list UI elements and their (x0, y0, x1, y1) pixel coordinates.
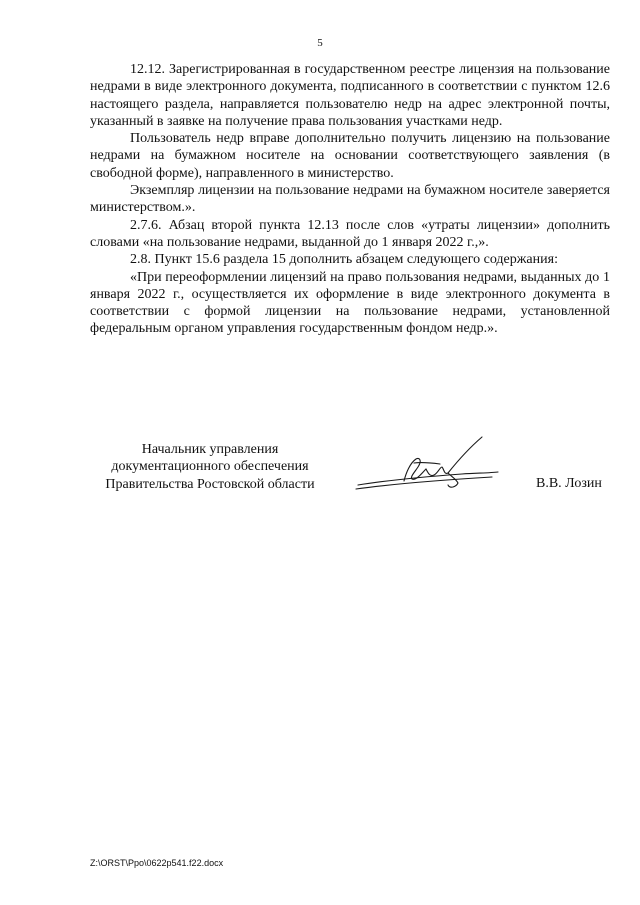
signatory-title-line: Правительства Ростовской области (105, 476, 315, 492)
signature-block (0, 441, 640, 511)
paragraph-license-copy: Экземпляр лицензии на пользование недрами на бумажном носителе заверяется министерством.». (90, 183, 610, 216)
signatory-title (90, 441, 330, 493)
signatory-title-line: Начальник управления (141, 442, 279, 457)
document-body (90, 61, 610, 338)
paragraph-2-8: 2.8. Пункт 15.6 раздела 15 дополнить абзацем следующего содержания: (130, 252, 558, 268)
paragraph-reissue: «При переоформлении лицензий на право пользования недрами, выданных до 1 января 2022 г., осуществляется их оформление в виде электронного документа в соответствии с формой лицензии на пользование недрами, установленной федеральным органом управления государственным фондом недр.». (90, 269, 610, 337)
paragraph-paper-license: Пользователь недр вправе дополнительно получить лицензию на пользование недрами на бумажном носителе на основании соответствующего заявления (в свободной форме), направленного в министерство. (90, 131, 610, 181)
file-path-footer: Z:\ORST\Ppo\0622p541.f22.docx (90, 858, 224, 868)
handwritten-signature (352, 433, 502, 499)
paragraph-2-7-6: 2.7.6. Абзац второй пункта 12.13 после слов «утраты лицензии» дополнить словами «на пользование недрами, выданной до 1 января 2022 г.,». (90, 217, 610, 250)
paragraph-12-12: 12.12. Зарегистрированная в государственном реестре лицензия на пользование недрами в виде электронного документа, подписанного в соответствии с пунктом 12.6 настоящего раздела, направляется пользователю недр на адрес электронной почты, указанный в заявке на получение права пользования участками недр. (90, 62, 610, 129)
signatory-title-line: документационного обеспечения (111, 459, 309, 475)
signatory-name: В.В. Лозин (536, 476, 602, 491)
page-number: 5 (317, 37, 323, 49)
